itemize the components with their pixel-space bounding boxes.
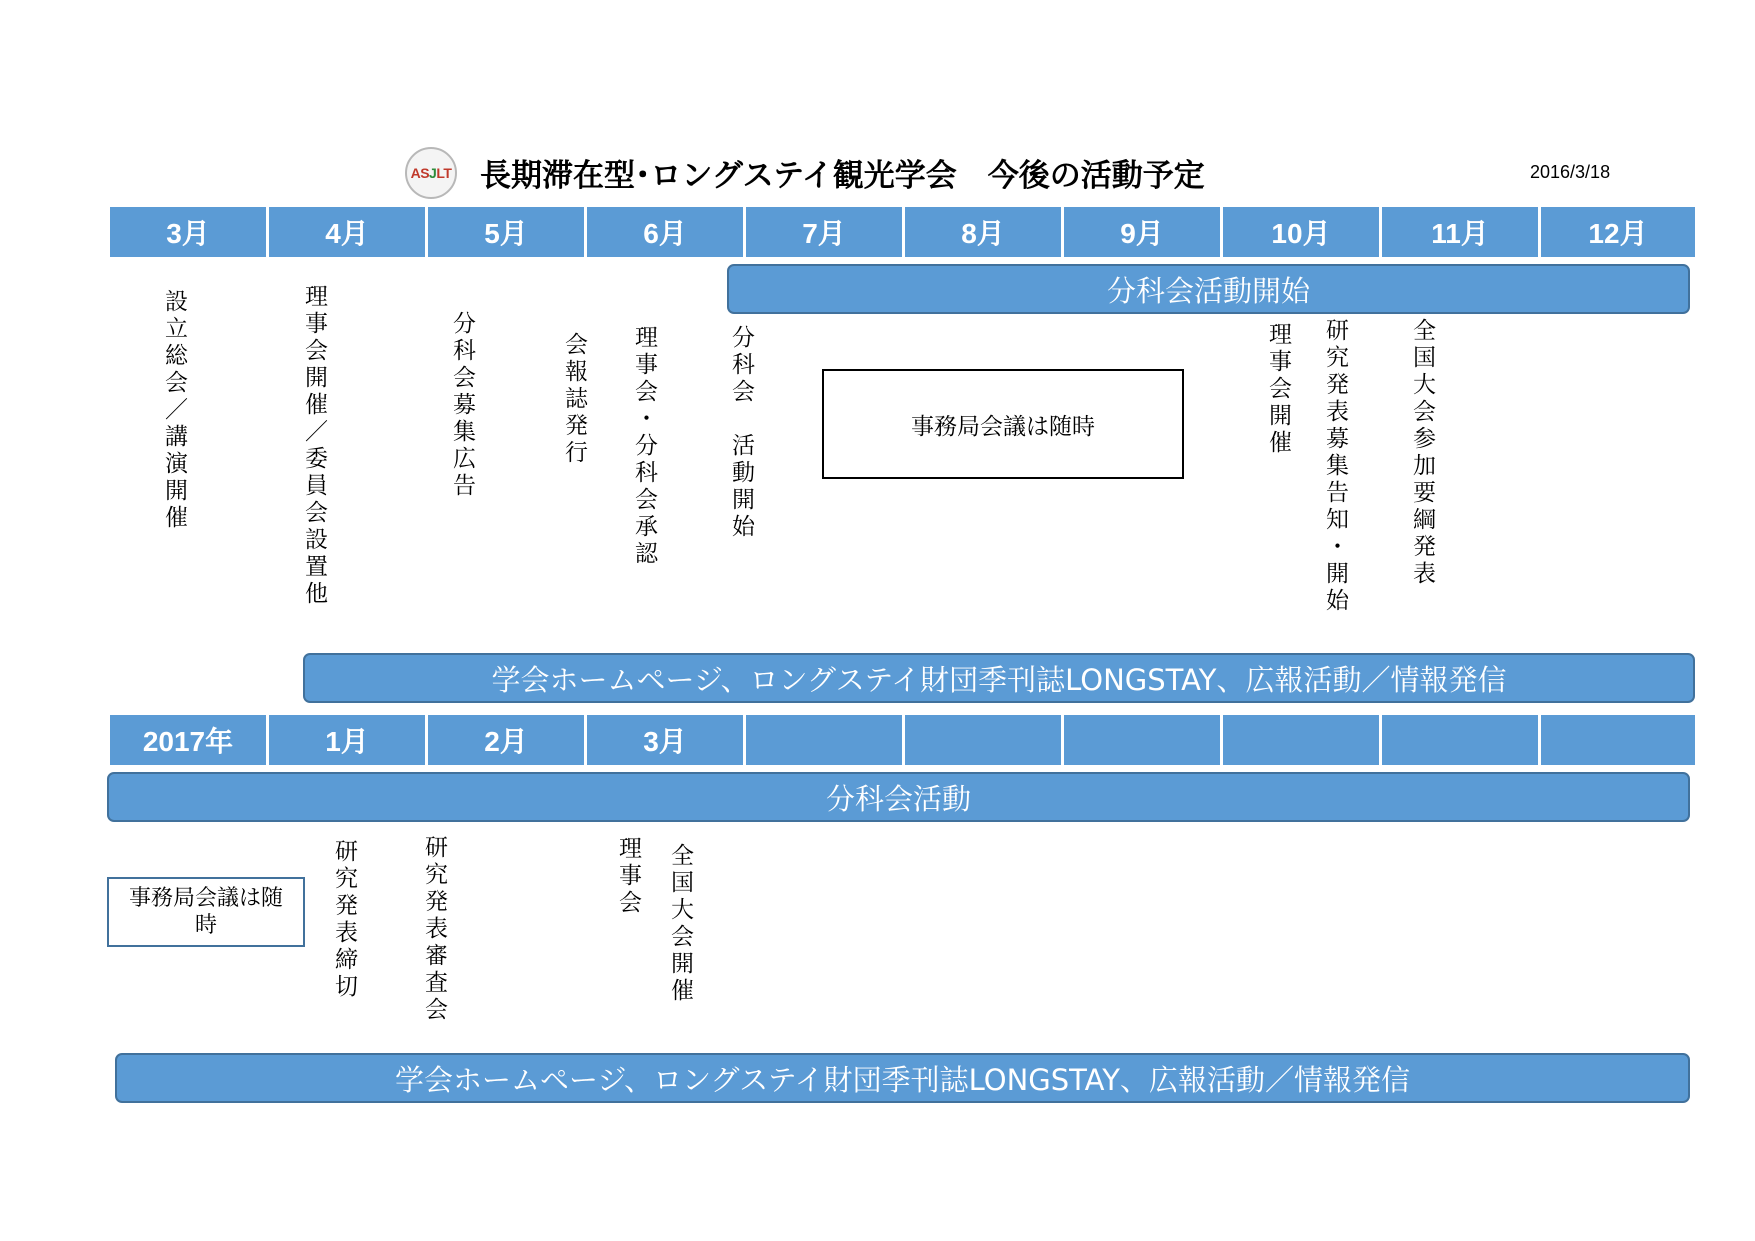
bunkakai-activity-bar: 分科会活動 xyxy=(107,772,1690,822)
schedule-item: 理事会 xyxy=(615,836,641,917)
publicity-bar-2: 学会ホームページ、ロングステイ財団季刊誌LONGSTAY、広報活動／情報発信 xyxy=(115,1053,1690,1103)
schedule-item: 分科会 活動開始 xyxy=(728,325,754,541)
schedule-item: 理事会開催／委員会設置他 xyxy=(301,284,327,608)
office-meeting-box: 事務局会議は随時 xyxy=(822,369,1184,479)
month-cell: 1月 xyxy=(325,726,369,757)
month-cell: 5月 xyxy=(484,218,528,249)
month-cell: 8月 xyxy=(961,218,1005,249)
logo-text: ASJLT xyxy=(410,165,452,181)
schedule-item: 研究発表審査会 xyxy=(421,835,447,1024)
schedule-item: 全国大会開催 xyxy=(667,843,693,1005)
asjlt-logo xyxy=(405,147,457,199)
month-cell xyxy=(1541,715,1695,765)
month-cell xyxy=(1223,715,1379,765)
month-cell: 2017年 xyxy=(142,726,234,757)
month-cell xyxy=(905,715,1061,765)
month-cell: 3月 xyxy=(166,218,210,249)
schedule-item: 研究発表募集告知・開始 xyxy=(1322,318,1348,615)
month-cell: 10月 xyxy=(1271,218,1331,249)
schedule-item: 理事会開催 xyxy=(1265,322,1291,457)
month-header-row-1 xyxy=(110,207,1695,257)
page-title: 長期滞在型･ロングステイ観光学会 今後の活動予定 xyxy=(480,158,1205,194)
schedule-item: 会報誌発行 xyxy=(561,332,587,467)
month-cell: 3月 xyxy=(643,726,687,757)
month-cell xyxy=(1382,715,1538,765)
schedule-item: 全国大会参加要綱発表 xyxy=(1409,318,1435,588)
month-cell: 9月 xyxy=(1120,218,1164,249)
schedule-item: 設立総会／講演開催 xyxy=(161,289,187,532)
document-date: 2016/3/18 xyxy=(1530,162,1611,182)
month-cell xyxy=(746,715,902,765)
publicity-bar-1: 学会ホームページ、ロングステイ財団季刊誌LONGSTAY、広報活動／情報発信 xyxy=(303,653,1695,703)
bunkakai-start-bar: 分科会活動開始 xyxy=(727,264,1690,314)
month-cell: 2月 xyxy=(484,726,528,757)
schedule-item: 研究発表締切 xyxy=(331,839,357,1001)
month-cell: 4月 xyxy=(325,218,369,249)
month-cell: 11月 xyxy=(1431,218,1489,249)
month-cell: 6月 xyxy=(643,218,687,249)
month-cell: 7月 xyxy=(802,218,846,249)
office-meeting-box-2: 事務局会議は随時 xyxy=(107,877,305,947)
schedule-item: 分科会募集広告 xyxy=(449,311,475,500)
month-cell: 12月 xyxy=(1588,218,1648,249)
month-cell xyxy=(1064,715,1220,765)
schedule-item: 理事会・分科会承認 xyxy=(631,325,657,568)
month-header-row-2 xyxy=(110,715,1695,765)
